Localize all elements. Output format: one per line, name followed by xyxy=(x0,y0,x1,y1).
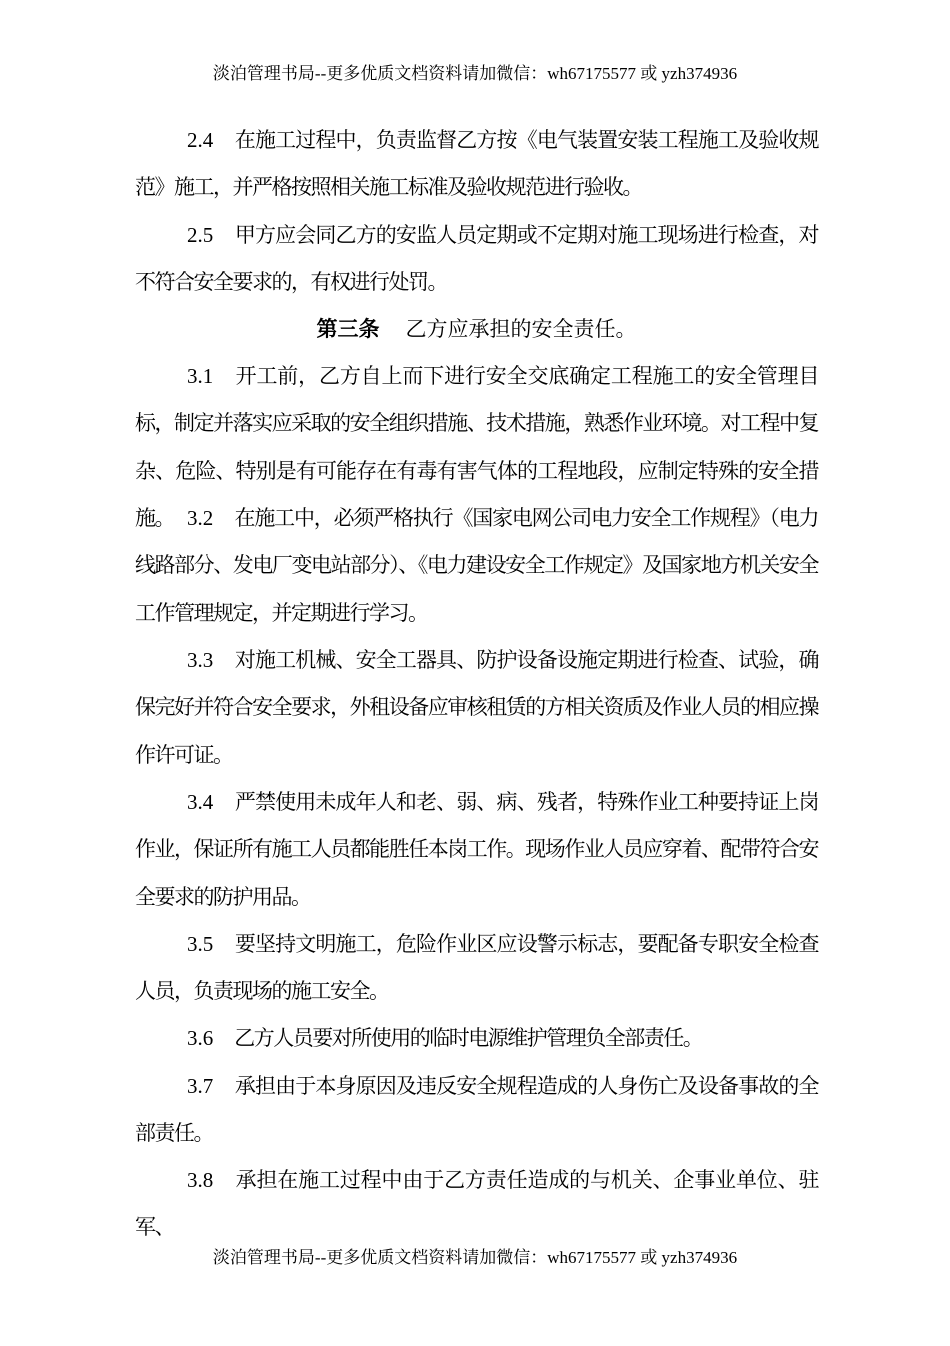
clause-3-4 xyxy=(135,779,818,921)
document-body xyxy=(135,0,818,1346)
clause-text: 严禁使用未成年人和老、弱、病、残者，特殊作业工种要持证上岗作业，保证所有施工人员都能胜任本岗工作。现场作业人员应穿着、配带符合安全要求的防护用品。 xyxy=(135,790,818,909)
clause-text: 开工前，乙方自上而下进行安全交底确定工程施工的安全管理目标，制定并落实应采取的安全组织措施、技术措施，熟悉作业环境。对工程中复杂、危险、特别是有可能存在有毒有害气体的工程地段，应制定特殊的安全措施。 xyxy=(135,364,818,530)
clause-3-3 xyxy=(135,637,818,779)
clause-number: 3.4 xyxy=(187,790,214,814)
section-heading-title: 乙方应承担的安全责任。 xyxy=(405,317,637,341)
clause-text: 乙方人员要对所使用的临时电源维护管理负全部责任。 xyxy=(234,1026,703,1050)
clause-number: 3.6 xyxy=(187,1026,214,1050)
clause-3-2 xyxy=(135,495,818,637)
clause-number: 3.7 xyxy=(187,1074,214,1098)
section-heading xyxy=(135,306,818,353)
clause-number: 3.1 xyxy=(187,364,214,388)
clause-text: 对施工机械、安全工器具、防护设备设施定期进行检查、试验，确保完好并符合安全要求，外租设备应审核租赁的方相关资质及作业人员的相应操作许可证。 xyxy=(135,648,818,767)
clause-3-6 xyxy=(135,1015,818,1062)
clause-3-5 xyxy=(135,921,818,1016)
clause-text: 在施工过程中，负责监督乙方按《电气装置安装工程施工及验收规范》施工，并严格按照相关施工标准及验收规范进行验收。 xyxy=(135,128,818,200)
clause-3-8 xyxy=(135,1157,818,1252)
clause-text: 承担由于本身原因及违反安全规程造成的人身伤亡及设备事故的全部责任。 xyxy=(135,1074,818,1146)
footer-watermark-text: 淡泊管理书局--更多优质文档资料请加微信：wh67175577 或 yzh374936 xyxy=(212,1248,738,1267)
clause-text: 在施工中，必须严格执行《国家电网公司电力安全工作规程》（电力线路部分、发电厂变电站部分）、《电力建设安全工作规定》及国家地方机关安全工作管理规定，并定期进行学习。 xyxy=(135,506,818,625)
clause-3-7 xyxy=(135,1063,818,1158)
clause-text: 甲方应会同乙方的安监人员定期或不定期对施工现场进行检查，对不符合安全要求的，有权进行处罚。 xyxy=(135,223,818,295)
clause-2-5 xyxy=(135,212,818,307)
clause-text: 承担在施工过程中由于乙方责任造成的与机关、企事业单位、驻军、 xyxy=(135,1168,818,1240)
clause-number: 2.5 xyxy=(187,223,214,247)
clause-number: 2.4 xyxy=(187,128,214,152)
clause-number: 3.2 xyxy=(187,506,214,530)
header-watermark-text: 淡泊管理书局--更多优质文档资料请加微信：wh67175577 或 yzh374936 xyxy=(212,64,738,83)
clause-2-4 xyxy=(135,117,818,212)
clause-number: 3.3 xyxy=(187,648,214,672)
clause-number: 3.5 xyxy=(187,932,214,956)
clause-number: 3.8 xyxy=(187,1168,214,1192)
clause-text: 要坚持文明施工，危险作业区应设警示标志，要配备专职安全检查人员，负责现场的施工安全。 xyxy=(135,932,818,1004)
section-heading-number: 第三条 xyxy=(316,318,380,341)
